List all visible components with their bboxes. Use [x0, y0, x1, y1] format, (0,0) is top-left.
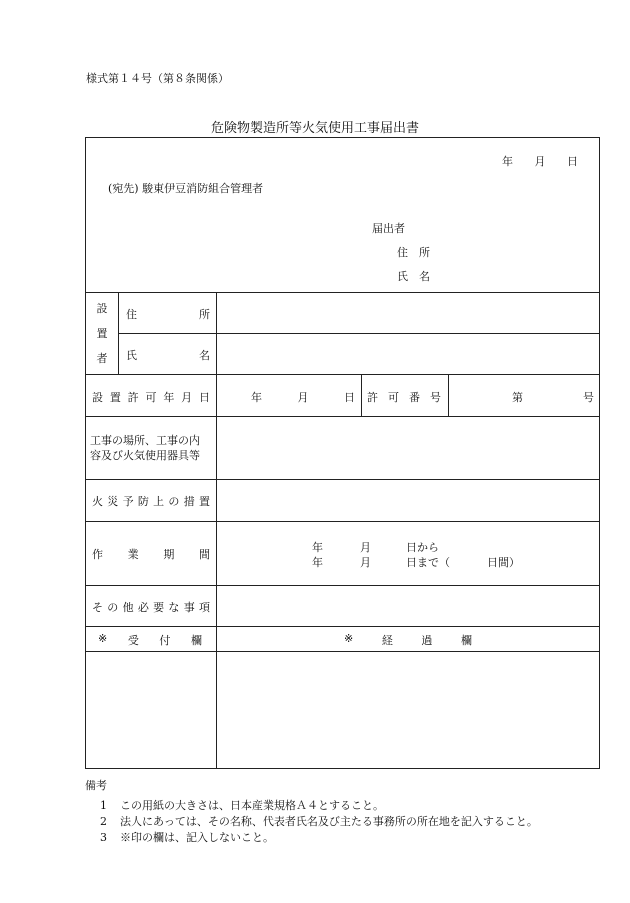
column-divider	[118, 292, 119, 374]
permit-number-suffix: 号	[583, 391, 594, 404]
period-to-year: 年	[312, 556, 323, 569]
other-matters-label: そ の 他 必 要 な 事 項	[92, 601, 210, 614]
period-to-day: 日まで（	[406, 556, 450, 569]
fire-prevention-field[interactable]	[217, 480, 599, 520]
column-divider	[361, 374, 362, 416]
progress-area	[217, 652, 599, 768]
period-to-month: 月	[360, 556, 371, 569]
period-from-day: 日から	[406, 541, 439, 554]
remark-item: 3 ※印の欄は、記入しないこと。	[100, 831, 274, 844]
work-details-field[interactable]	[217, 417, 599, 478]
permit-number-field[interactable]	[449, 375, 599, 415]
applicant-name-label: 氏 名	[397, 270, 430, 283]
remark-item: 1 この用紙の大きさは、日本産業規格Ａ４とすること。	[100, 799, 384, 812]
applicant-address-label: 住 所	[397, 246, 430, 259]
form-number: 様式第１４号（第８条関係）	[86, 72, 229, 85]
date-month-label: 月	[534, 155, 546, 168]
work-details-label: 工事の場所、工事の内 容及び火気使用器具等	[90, 434, 200, 462]
receipt-column-label: ※ 受 付 欄	[98, 632, 202, 647]
period-days: 日間）	[487, 556, 520, 569]
period-from-month: 月	[360, 541, 371, 554]
addressee: (宛先) 駿東伊豆消防組合管理者	[108, 182, 264, 195]
installer-name-label: 氏 名	[126, 349, 210, 362]
remarks-title: 備考	[85, 779, 107, 792]
installer-name-field[interactable]	[217, 334, 599, 373]
date-day-label: 日	[567, 155, 578, 168]
progress-column-label: ※ 経 過 欄	[344, 632, 472, 647]
installer-label: 設 置 者	[96, 301, 108, 366]
permit-date-field[interactable]: 年 月 日	[251, 391, 355, 404]
installer-address-field[interactable]	[217, 293, 599, 332]
other-matters-field[interactable]	[217, 586, 599, 625]
installer-address-label: 住 所	[126, 308, 210, 321]
permit-number-prefix: 第	[512, 391, 523, 404]
work-period-label: 作 業 期 間	[92, 548, 210, 561]
remark-item: 2 法人にあっては、その名称、代表者氏名及び主たる事務所の所在地を記入すること。	[100, 815, 538, 828]
period-from-year: 年	[312, 541, 323, 554]
applicant-label: 届出者	[372, 222, 405, 235]
permit-date-label: 設 置 許 可 年 月 日	[92, 391, 210, 404]
permit-number-label: 許 可 番 号	[367, 391, 441, 404]
date-year-label: 年	[502, 155, 513, 168]
row-divider	[85, 626, 600, 627]
page-title: 危険物製造所等火気使用工事届出書	[210, 121, 419, 136]
receipt-area	[86, 652, 216, 768]
fire-prevention-label: 火 災 予 防 上 の 措 置	[92, 495, 210, 508]
submission-date	[502, 153, 578, 169]
